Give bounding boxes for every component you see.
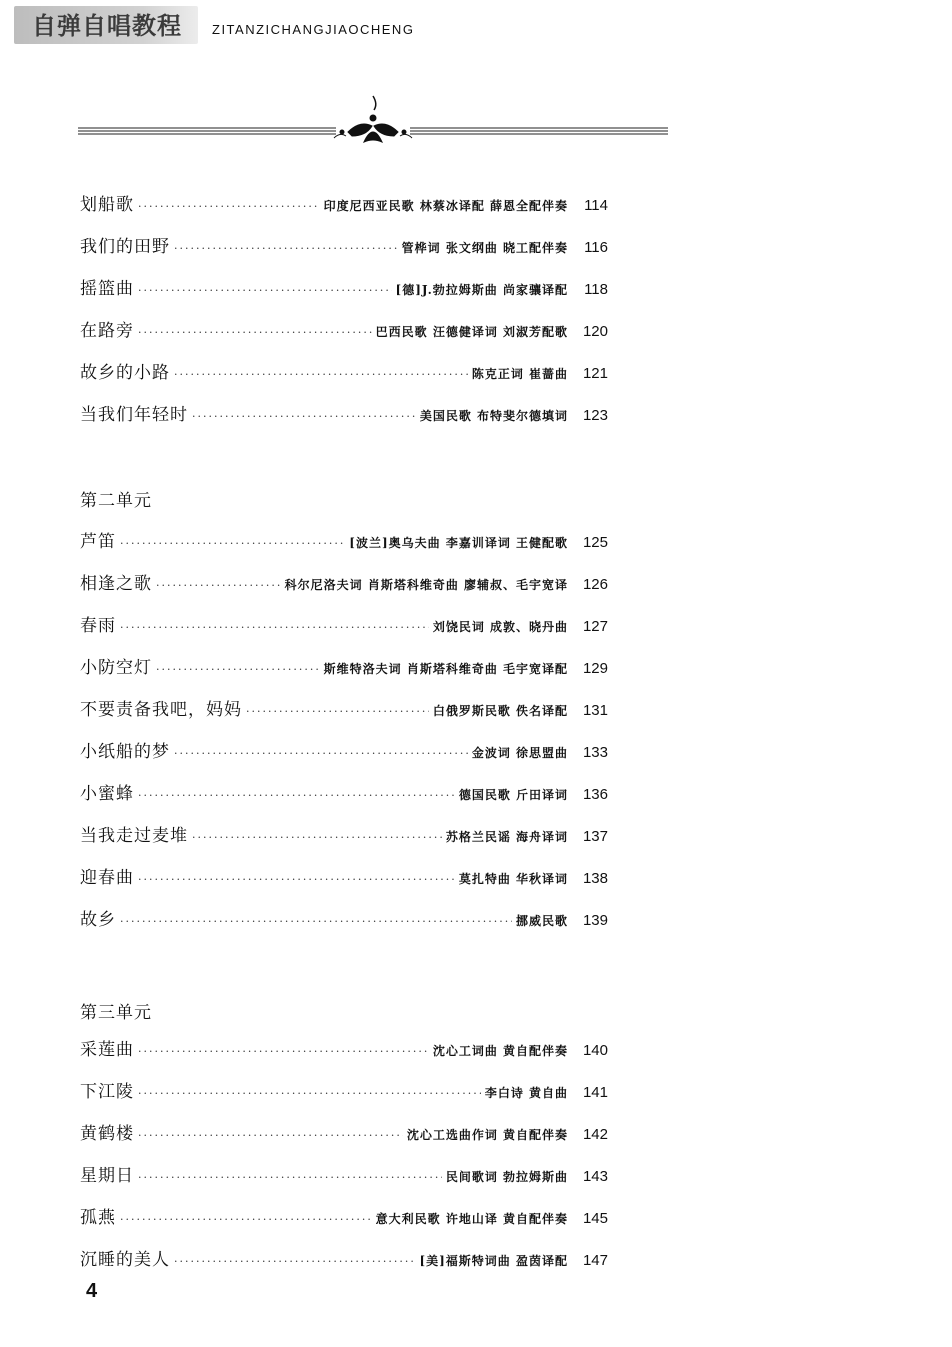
- leader-dots: [120, 537, 345, 550]
- entry-title: 当我走过麦堆: [80, 826, 188, 846]
- entry-page: 131: [582, 702, 608, 719]
- entry-page: 141: [582, 1084, 608, 1101]
- entry-page: 116: [584, 239, 608, 256]
- entry-credits: [波兰]奥乌夫曲 李嘉训译词 王健配歌: [349, 536, 568, 550]
- entry-title: 下江陵: [80, 1082, 134, 1102]
- leader-dots: [138, 873, 455, 886]
- leader-dots: [138, 200, 320, 213]
- entry-credits: 美国民歌 布特斐尔德填词: [419, 409, 568, 423]
- floral-ornament-icon: [334, 96, 412, 142]
- entry-credits: 陈克正词 崔蔷曲: [471, 367, 568, 381]
- toc-entry[interactable]: [80, 611, 608, 635]
- entry-credits: 民间歌词 勃拉姆斯曲: [445, 1170, 568, 1184]
- entry-title: 采莲曲: [80, 1040, 134, 1060]
- leader-dots: [174, 747, 468, 760]
- divider-line-right: [410, 128, 668, 134]
- toc-entry[interactable]: [80, 737, 608, 761]
- entry-credits: 刘饶民词 成敦、晓丹曲: [432, 620, 568, 634]
- entry-title: 当我们年轻时: [80, 405, 188, 425]
- leader-dots: [156, 579, 281, 592]
- leader-dots: [246, 705, 429, 718]
- entry-title: 星期日: [80, 1166, 134, 1186]
- entry-page: 140: [582, 1042, 608, 1059]
- divider-line-left: [78, 128, 336, 134]
- entry-page: 139: [582, 912, 608, 929]
- toc-entry[interactable]: [80, 569, 608, 593]
- entry-credits: 印度尼西亚民歌 林蔡冰译配 薛恩全配伴奏: [323, 199, 568, 213]
- toc-entry[interactable]: [80, 821, 608, 845]
- entry-credits: 德国民歌 斤田译词: [458, 788, 568, 802]
- entry-title: 划船歌: [80, 195, 134, 215]
- toc-entry[interactable]: [80, 1161, 608, 1185]
- entry-title: 在路旁: [80, 321, 134, 341]
- toc-entry[interactable]: [80, 653, 608, 677]
- entry-page: 118: [584, 281, 608, 298]
- toc-entry[interactable]: [80, 190, 608, 214]
- entry-title: 芦笛: [80, 532, 116, 552]
- leader-dots: [174, 368, 468, 381]
- leader-dots: [138, 284, 392, 297]
- section-heading-2: 第二单元: [80, 491, 152, 511]
- entry-credits: 管桦词 张文纲曲 晓工配伴奏: [401, 241, 568, 255]
- entry-title: 故乡的小路: [80, 363, 170, 383]
- entry-credits: 挪威民歌: [515, 914, 568, 928]
- entry-credits: 意大利民歌 许地山译 黄自配伴奏: [375, 1212, 568, 1226]
- toc-entry[interactable]: [80, 1119, 608, 1143]
- toc-entry[interactable]: [80, 316, 608, 340]
- toc-entry[interactable]: [80, 1035, 608, 1059]
- leader-dots: [120, 915, 512, 928]
- entry-title: 摇篮曲: [80, 279, 134, 299]
- entry-credits: 科尔尼洛夫词 肖斯塔科维奇曲 廖辅叔、毛宇宽译: [284, 578, 568, 592]
- toc-entry[interactable]: [80, 905, 608, 929]
- entry-title: 相逢之歌: [80, 574, 152, 594]
- entry-credits: [德]J.勃拉姆斯曲 尚家骧译配: [395, 283, 568, 297]
- leader-dots: [192, 831, 442, 844]
- entry-page: 127: [582, 618, 608, 635]
- header-title: 自弹自唱教程: [32, 12, 182, 40]
- section-heading-3: 第三单元: [80, 1003, 152, 1023]
- entry-page: 123: [582, 407, 608, 424]
- leader-dots: [138, 326, 372, 339]
- leader-dots: [192, 410, 416, 423]
- leader-dots: [174, 242, 398, 255]
- entry-page: 138: [582, 870, 608, 887]
- entry-credits: 斯维特洛夫词 肖斯塔科维奇曲 毛宇宽译配: [323, 662, 568, 676]
- entry-title: 沉睡的美人: [80, 1250, 170, 1270]
- leader-dots: [156, 663, 320, 676]
- leader-dots: [120, 621, 429, 634]
- entry-title: 春雨: [80, 616, 116, 636]
- toc-entry[interactable]: [80, 358, 608, 382]
- leader-dots: [138, 789, 455, 802]
- entry-credits: [美]福斯特词曲 盈茵译配: [419, 1254, 568, 1268]
- toc-entry[interactable]: [80, 779, 608, 803]
- entry-page: 129: [582, 660, 608, 677]
- entry-page: 143: [582, 1168, 608, 1185]
- entry-credits: 苏格兰民谣 海舟译词: [445, 830, 568, 844]
- entry-page: 142: [582, 1126, 608, 1143]
- toc-entry[interactable]: [80, 400, 608, 424]
- entry-page: 114: [584, 197, 608, 214]
- entry-credits: 金波词 徐思盟曲: [471, 746, 568, 760]
- entry-credits: 沈心工选曲作词 黄自配伴奏: [406, 1128, 568, 1142]
- entry-title: 迎春曲: [80, 868, 134, 888]
- entry-credits: 白俄罗斯民歌 佚名译配: [432, 704, 568, 718]
- toc-entry[interactable]: [80, 1203, 608, 1227]
- page-number: 4: [86, 1280, 98, 1302]
- toc-entry[interactable]: [80, 232, 608, 256]
- entry-page: 126: [582, 576, 608, 593]
- entry-title: 我们的田野: [80, 237, 170, 257]
- entry-page: 136: [582, 786, 608, 803]
- toc-entry[interactable]: [80, 695, 608, 719]
- entry-page: 121: [582, 365, 608, 382]
- entry-page: 120: [582, 323, 608, 340]
- leader-dots: [138, 1129, 403, 1142]
- entry-credits: 巴西民歌 汪德健译词 刘淑芳配歌: [375, 325, 568, 339]
- leader-dots: [138, 1045, 429, 1058]
- leader-dots: [174, 1255, 415, 1268]
- entry-credits: 沈心工词曲 黄自配伴奏: [432, 1044, 568, 1058]
- entry-page: 145: [582, 1210, 608, 1227]
- leader-dots: [120, 1213, 372, 1226]
- leader-dots: [138, 1087, 481, 1100]
- entry-title: 小蜜蜂: [80, 784, 134, 804]
- header-pinyin: ZITANZICHANGJIAOCHENG: [212, 22, 415, 37]
- leader-dots: [138, 1171, 442, 1184]
- entry-title: 孤燕: [80, 1208, 116, 1228]
- entry-credits: 李白诗 黄自曲: [484, 1086, 568, 1100]
- entry-credits: 莫扎特曲 华秋译词: [458, 872, 568, 886]
- ornament-divider: [78, 92, 668, 162]
- toc-entry[interactable]: [80, 863, 608, 887]
- entry-title: 小防空灯: [80, 658, 152, 678]
- toc-entry[interactable]: [80, 274, 608, 298]
- toc-entry[interactable]: [80, 527, 608, 551]
- entry-title: 黄鹤楼: [80, 1124, 134, 1144]
- entry-page: 147: [582, 1252, 608, 1269]
- entry-page: 137: [582, 828, 608, 845]
- entry-page: 133: [582, 744, 608, 761]
- entry-page: 125: [582, 534, 608, 551]
- entry-title: 故乡: [80, 910, 116, 930]
- entry-title: 不要责备我吧，妈妈: [80, 700, 242, 720]
- toc-entry[interactable]: [80, 1077, 608, 1101]
- entry-title: 小纸船的梦: [80, 742, 170, 762]
- toc-entry[interactable]: [80, 1245, 608, 1269]
